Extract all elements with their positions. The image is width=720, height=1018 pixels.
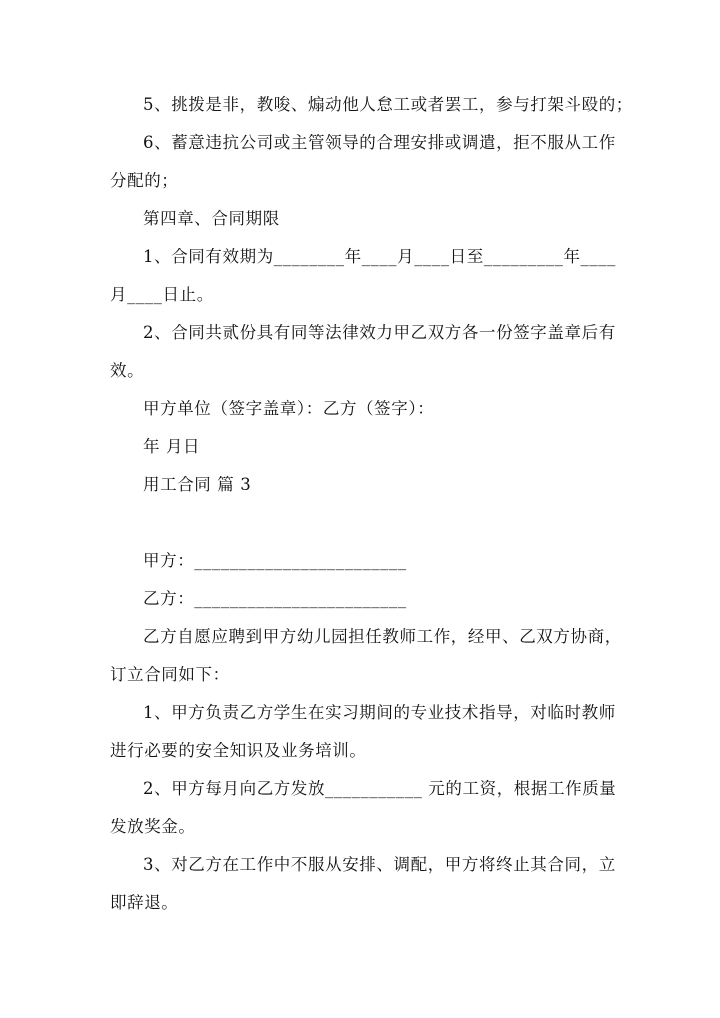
copies-clause: 2、合同共贰份具有同等法律效力甲乙双方各一份签字盖章后有 <box>143 323 616 342</box>
contract-term-continued: 月____日止。 <box>110 285 214 304</box>
intro-paragraph-continued: 订立合同如下： <box>110 665 230 684</box>
clause-2: 2、甲方每月向乙方发放___________ 元的工资，根据工作质量 <box>143 779 617 798</box>
clause-2-continued: 发放奖金。 <box>110 817 196 836</box>
clause-1-continued: 进行必要的安全知识及业务培训。 <box>110 741 367 760</box>
signature-line: 甲方单位（签字盖章）：乙方（签字）： <box>143 399 435 418</box>
clause-5: 5、挑拨是非，教唆、煽动他人怠工或者罢工，参与打架斗殴的； <box>143 95 633 114</box>
contract-term-clause: 1、合同有效期为________年____月____日至_________年____ <box>143 247 616 266</box>
copies-clause-continued: 效。 <box>110 361 145 380</box>
intro-paragraph: 乙方自愿应聘到甲方幼儿园担任教师工作，经甲、乙双方协商， <box>143 627 622 646</box>
chapter-4-heading: 第四章、合同期限 <box>143 209 280 228</box>
date-line: 年 月日 <box>143 437 201 456</box>
party-a-line: 甲方：________________________ <box>143 551 407 570</box>
clause-3: 3、对乙方在工作中不服从安排、调配，甲方将终止其合同，立 <box>143 855 616 874</box>
clause-6-continued: 分配的； <box>110 171 179 190</box>
section-heading: 用工合同 篇 3 <box>143 475 252 494</box>
clause-1: 1、甲方负责乙方学生在实习期间的专业技术指导，对临时教师 <box>143 703 616 722</box>
clause-3-continued: 即辞退。 <box>110 893 179 912</box>
party-b-line: 乙方：________________________ <box>143 589 407 608</box>
clause-6: 6、蓄意违抗公司或主管领导的合理安排或调遣，拒不服从工作 <box>143 133 616 152</box>
